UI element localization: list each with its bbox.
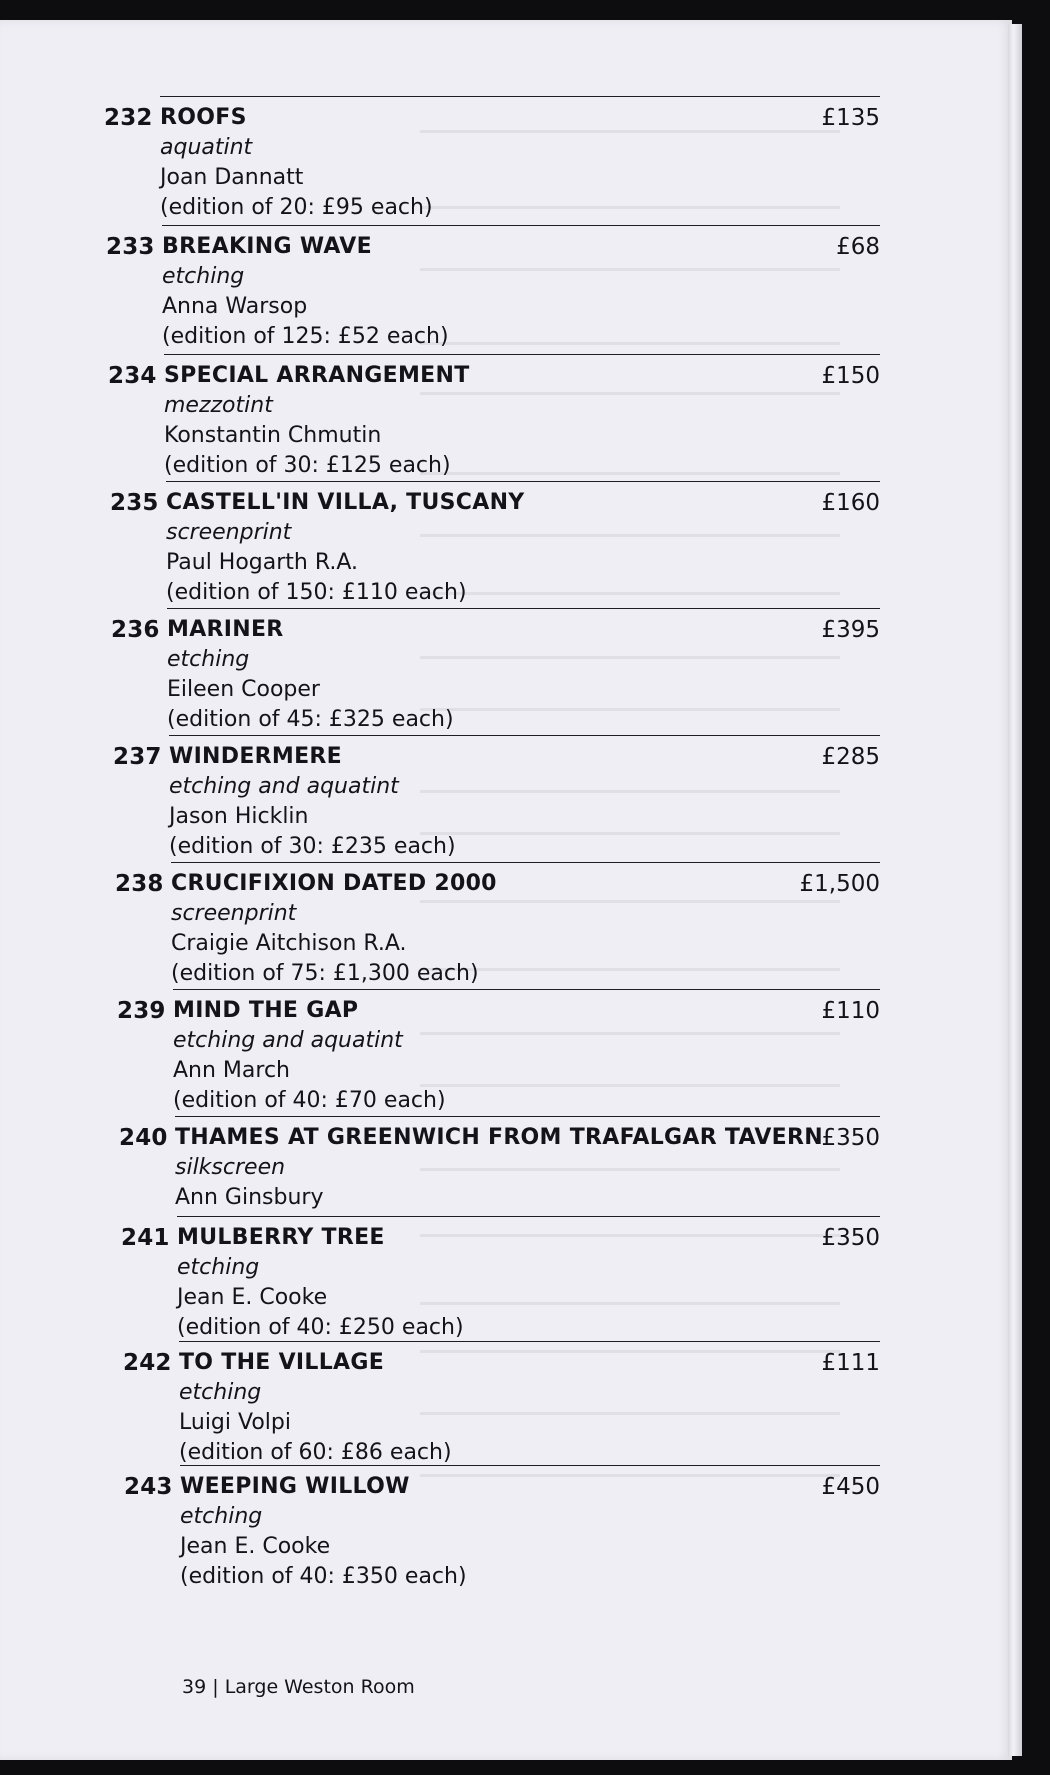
work-price: £110 xyxy=(821,998,880,1024)
work-title: SPECIAL ARRANGEMENT xyxy=(164,363,470,388)
page-edge xyxy=(1008,24,1022,1756)
work-title: THAMES AT GREENWICH FROM TRAFALGAR TAVERN xyxy=(175,1125,823,1150)
work-medium: etching xyxy=(179,1380,262,1405)
edition-info: (edition of 125: £52 each) xyxy=(162,324,449,349)
work-price: £111 xyxy=(821,1350,880,1376)
lot-number: 243 xyxy=(124,1474,173,1500)
artist-name: Joan Dannatt xyxy=(160,165,304,190)
lot-number: 235 xyxy=(110,490,159,516)
edition-info: (edition of 30: £125 each) xyxy=(164,453,451,478)
work-title: CASTELL'IN VILLA, TUSCANY xyxy=(166,490,525,515)
edition-info: (edition of 40: £350 each) xyxy=(180,1564,467,1589)
artist-name: Eileen Cooper xyxy=(167,677,320,702)
work-medium: etching xyxy=(162,264,245,289)
catalogue-entry xyxy=(108,354,880,481)
work-medium: aquatint xyxy=(160,135,253,160)
lot-number: 234 xyxy=(108,363,157,389)
artist-name: Ann Ginsbury xyxy=(175,1185,324,1210)
catalogue-entry xyxy=(113,735,880,862)
page-footer xyxy=(182,1676,415,1698)
artist-name: Jean E. Cooke xyxy=(180,1534,331,1559)
work-title: MARINER xyxy=(167,617,284,642)
work-price: £285 xyxy=(821,744,880,770)
work-medium: silkscreen xyxy=(175,1155,286,1180)
catalogue-entry xyxy=(110,481,880,608)
footer-separator: | xyxy=(212,1676,219,1698)
catalogue-entry xyxy=(124,1465,880,1592)
lot-number: 232 xyxy=(104,105,153,131)
work-price: £450 xyxy=(821,1474,880,1500)
work-title: MULBERRY TREE xyxy=(177,1225,385,1250)
work-price: £160 xyxy=(821,490,880,516)
edition-info: (edition of 75: £1,300 each) xyxy=(171,961,479,986)
work-title: MIND THE GAP xyxy=(173,998,359,1023)
edition-info: (edition of 20: £95 each) xyxy=(160,195,433,220)
catalogue-entry xyxy=(104,96,880,225)
lot-number: 237 xyxy=(113,744,162,770)
lot-number: 233 xyxy=(106,234,155,260)
edition-info: (edition of 45: £325 each) xyxy=(167,707,454,732)
lot-number: 239 xyxy=(117,998,166,1024)
work-title: WINDERMERE xyxy=(169,744,342,769)
work-price: £1,500 xyxy=(799,871,880,897)
lot-number: 240 xyxy=(119,1125,168,1151)
artist-name: Luigi Volpi xyxy=(179,1410,291,1435)
catalogue-entry xyxy=(111,608,880,735)
catalogue-entry xyxy=(123,1341,880,1465)
work-medium: etching and aquatint xyxy=(173,1028,403,1053)
work-medium: etching xyxy=(180,1504,263,1529)
catalogue-entry xyxy=(121,1216,880,1341)
work-title: BREAKING WAVE xyxy=(162,234,372,259)
work-price: £135 xyxy=(821,105,880,131)
catalogue-entry xyxy=(119,1116,880,1216)
catalogue-entry xyxy=(117,989,880,1116)
work-title: TO THE VILLAGE xyxy=(179,1350,385,1375)
artist-name: Paul Hogarth R.A. xyxy=(166,550,359,575)
artist-name: Jason Hicklin xyxy=(169,804,309,829)
work-medium: etching and aquatint xyxy=(169,774,399,799)
page-number: 39 xyxy=(182,1676,207,1698)
catalogue-entries xyxy=(90,96,880,1592)
lot-number: 236 xyxy=(111,617,160,643)
edition-info: (edition of 30: £235 each) xyxy=(169,834,456,859)
edition-info: (edition of 40: £70 each) xyxy=(173,1088,446,1113)
lot-number: 242 xyxy=(123,1350,172,1376)
work-title: ROOFS xyxy=(160,105,247,130)
work-price: £350 xyxy=(821,1125,880,1151)
artist-name: Craigie Aitchison R.A. xyxy=(171,931,407,956)
work-price: £68 xyxy=(836,234,880,260)
work-medium: screenprint xyxy=(166,520,292,545)
catalogue-entry xyxy=(115,862,880,989)
work-medium: etching xyxy=(167,647,250,672)
work-medium: mezzotint xyxy=(164,393,273,418)
catalogue-entry xyxy=(106,225,880,354)
work-title: CRUCIFIXION DATED 2000 xyxy=(171,871,497,896)
artist-name: Jean E. Cooke xyxy=(177,1285,328,1310)
artist-name: Ann March xyxy=(173,1058,290,1083)
work-price: £350 xyxy=(821,1225,880,1251)
artist-name: Anna Warsop xyxy=(162,294,308,319)
artist-name: Konstantin Chmutin xyxy=(164,423,382,448)
edition-info: (edition of 60: £86 each) xyxy=(179,1440,452,1465)
work-medium: screenprint xyxy=(171,901,297,926)
lot-number: 238 xyxy=(115,871,164,897)
lot-number: 241 xyxy=(121,1225,170,1251)
work-title: WEEPING WILLOW xyxy=(180,1474,410,1499)
edition-info: (edition of 150: £110 each) xyxy=(166,580,467,605)
edition-info: (edition of 40: £250 each) xyxy=(177,1315,464,1340)
work-medium: etching xyxy=(177,1255,260,1280)
work-price: £150 xyxy=(821,363,880,389)
room-name: Large Weston Room xyxy=(224,1676,415,1698)
work-price: £395 xyxy=(821,617,880,643)
